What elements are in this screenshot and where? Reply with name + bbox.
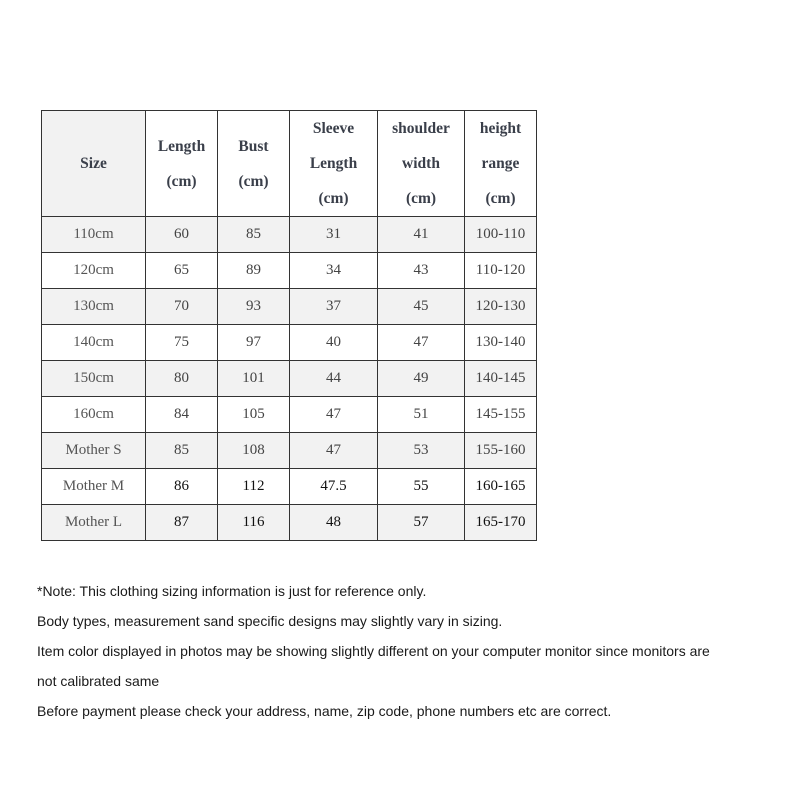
header-shoulder-width bbox=[378, 111, 465, 217]
header-shoulder-width-unit: (cm) bbox=[405, 190, 437, 207]
header-length bbox=[146, 111, 218, 217]
table-row bbox=[42, 325, 537, 361]
bust-cell: 108 bbox=[218, 433, 290, 469]
header-length-line: Length bbox=[157, 137, 206, 155]
header-sleeve-length-unit: (cm) bbox=[318, 190, 349, 207]
size-cell: Mother L bbox=[42, 505, 146, 541]
sizing-notes bbox=[37, 576, 757, 726]
header-shoulder-width-line: width bbox=[402, 155, 440, 172]
size-cell: 120cm bbox=[42, 253, 146, 289]
length-cell: 75 bbox=[146, 325, 218, 361]
table-row bbox=[42, 253, 537, 289]
size-cell: 140cm bbox=[42, 325, 146, 361]
bust-cell: 105 bbox=[218, 397, 290, 433]
sleeve-length-cell: 31 bbox=[290, 217, 378, 253]
height-range-cell: 165-170 bbox=[465, 505, 537, 541]
height-range-cell: 100-110 bbox=[465, 217, 537, 253]
table-row bbox=[42, 469, 537, 505]
shoulder-width-cell: 45 bbox=[378, 289, 465, 325]
note-reference-only: *Note: This clothing sizing information is just for reference only. bbox=[37, 583, 427, 599]
height-range-cell: 145-155 bbox=[465, 397, 537, 433]
shoulder-width-cell: 43 bbox=[378, 253, 465, 289]
shoulder-width-cell: 53 bbox=[378, 433, 465, 469]
header-size-line: Size bbox=[80, 155, 107, 172]
note-monitors-calibration: not calibrated same bbox=[37, 673, 160, 689]
size-cell: 160cm bbox=[42, 397, 146, 433]
header-height-line: height bbox=[479, 120, 522, 137]
header-sleeve-length-line: Length bbox=[309, 155, 358, 172]
header-sleeve-length bbox=[290, 111, 378, 217]
height-range-cell: 130-140 bbox=[465, 325, 537, 361]
sleeve-length-cell: 44 bbox=[290, 361, 378, 397]
height-range-cell: 140-145 bbox=[465, 361, 537, 397]
header-height-range bbox=[465, 111, 537, 217]
sleeve-length-cell: 34 bbox=[290, 253, 378, 289]
size-cell: Mother S bbox=[42, 433, 146, 469]
table-header-row bbox=[42, 111, 537, 217]
size-cell: 110cm bbox=[42, 217, 146, 253]
bust-cell: 116 bbox=[218, 505, 290, 541]
table-row bbox=[42, 361, 537, 397]
header-bust-unit: (cm) bbox=[238, 172, 269, 190]
table-row bbox=[42, 397, 537, 433]
header-length-unit: (cm) bbox=[166, 172, 197, 190]
header-height-range-line: range bbox=[481, 155, 520, 172]
header-height-range-unit: (cm) bbox=[485, 190, 516, 207]
note-body-types: Body types, measurement sand specific designs may slightly vary in sizing. bbox=[37, 613, 503, 629]
sleeve-length-cell: 37 bbox=[290, 289, 378, 325]
shoulder-width-cell: 51 bbox=[378, 397, 465, 433]
sleeve-length-cell: 47 bbox=[290, 397, 378, 433]
height-range-cell: 120-130 bbox=[465, 289, 537, 325]
length-cell: 85 bbox=[146, 433, 218, 469]
length-cell: 84 bbox=[146, 397, 218, 433]
length-cell: 86 bbox=[146, 469, 218, 505]
bust-cell: 89 bbox=[218, 253, 290, 289]
shoulder-width-cell: 57 bbox=[378, 505, 465, 541]
size-cell: 150cm bbox=[42, 361, 146, 397]
sleeve-length-cell: 47 bbox=[290, 433, 378, 469]
bust-cell: 101 bbox=[218, 361, 290, 397]
bust-cell: 85 bbox=[218, 217, 290, 253]
note-item-color: Item color displayed in photos may be showing slightly different on your computer monitor since monitors are bbox=[37, 643, 710, 659]
size-cell: 130cm bbox=[42, 289, 146, 325]
height-range-cell: 155-160 bbox=[465, 433, 537, 469]
header-bust bbox=[218, 111, 290, 217]
height-range-cell: 110-120 bbox=[465, 253, 537, 289]
bust-cell: 93 bbox=[218, 289, 290, 325]
header-shoulder-line: shoulder bbox=[392, 120, 450, 137]
length-cell: 65 bbox=[146, 253, 218, 289]
sleeve-length-cell: 40 bbox=[290, 325, 378, 361]
header-bust-line: Bust bbox=[238, 137, 269, 155]
shoulder-width-cell: 41 bbox=[378, 217, 465, 253]
table-row bbox=[42, 433, 537, 469]
note-check-payment-details: Before payment please check your address, name, zip code, phone numbers etc are correct. bbox=[37, 703, 612, 719]
shoulder-width-cell: 49 bbox=[378, 361, 465, 397]
height-range-cell: 160-165 bbox=[465, 469, 537, 505]
table-row bbox=[42, 289, 537, 325]
length-cell: 70 bbox=[146, 289, 218, 325]
header-size bbox=[42, 111, 146, 217]
shoulder-width-cell: 47 bbox=[378, 325, 465, 361]
size-cell: Mother M bbox=[42, 469, 146, 505]
shoulder-width-cell: 55 bbox=[378, 469, 465, 505]
header-sleeve-line: Sleeve bbox=[312, 120, 355, 137]
size-chart-table bbox=[41, 110, 537, 541]
sleeve-length-cell: 48 bbox=[290, 505, 378, 541]
length-cell: 87 bbox=[146, 505, 218, 541]
table-row bbox=[42, 505, 537, 541]
bust-cell: 97 bbox=[218, 325, 290, 361]
length-cell: 60 bbox=[146, 217, 218, 253]
table-row bbox=[42, 217, 537, 253]
length-cell: 80 bbox=[146, 361, 218, 397]
sleeve-length-cell: 47.5 bbox=[290, 469, 378, 505]
bust-cell: 112 bbox=[218, 469, 290, 505]
